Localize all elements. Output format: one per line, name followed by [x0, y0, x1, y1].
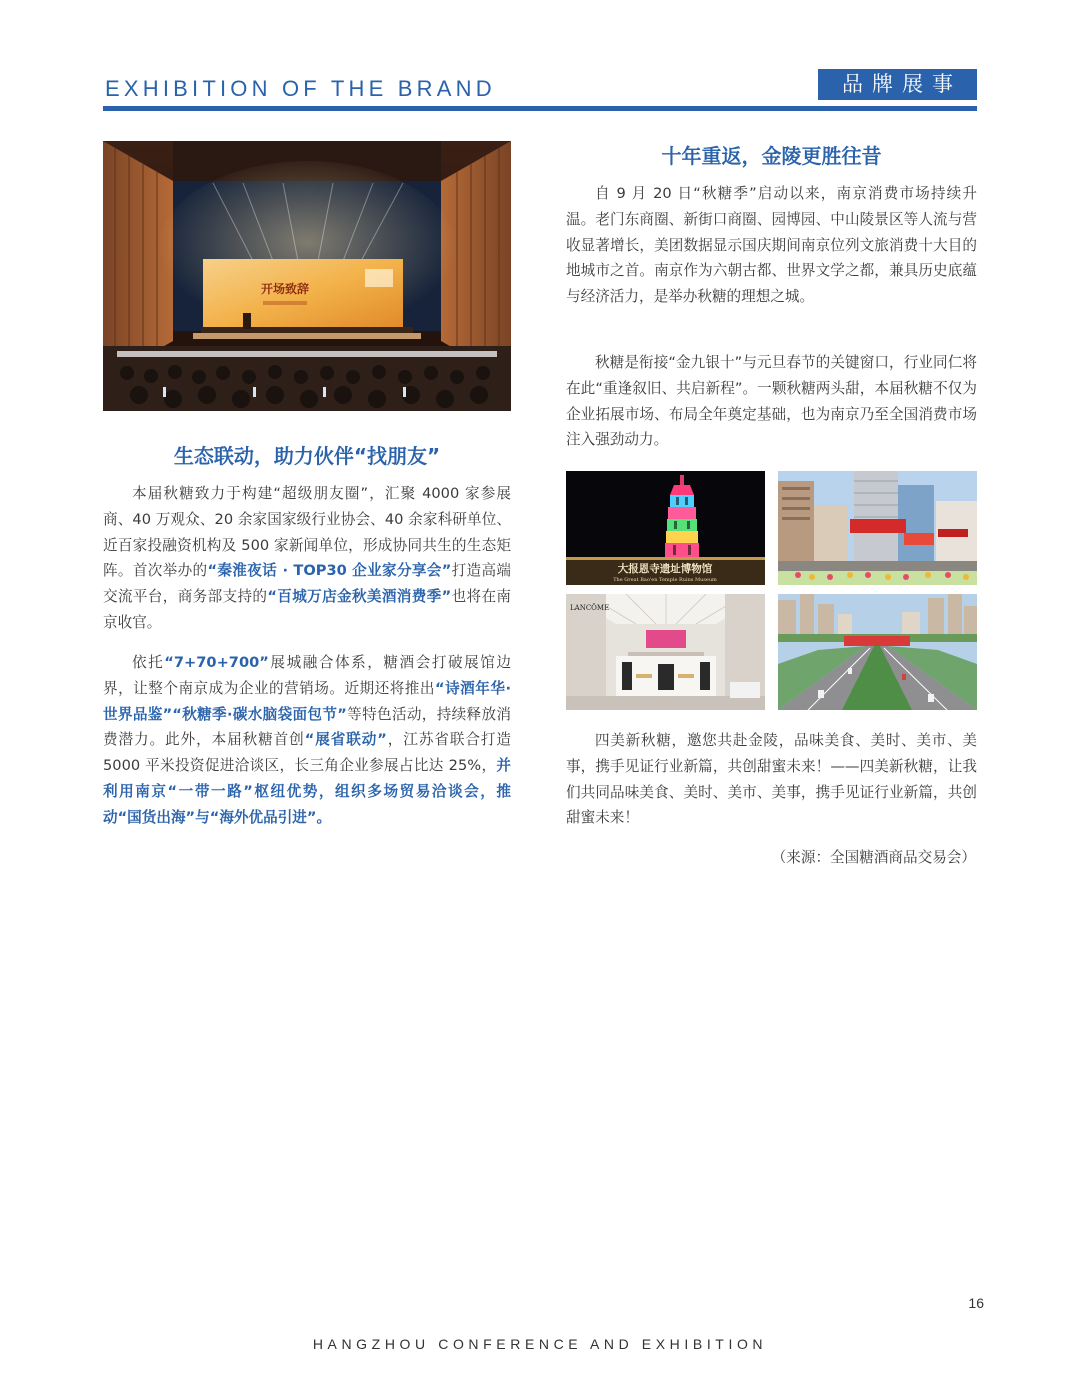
highlight-text: “7+70+700”: [164, 654, 269, 671]
right-paragraph-1: 自 9 月 20 日“秋糖季”启动以来，南京消费市场持续升温。老门东商圈、新街口商圈、园博园、中山陵景区等人流与营收显著增长，美团数据显示国庆期间南京位列文旅消费十大目的地城市之首。南京作为六朝古都、世界文学之都，兼具历史底蕴与经济活力，是举办秋糖的理想之城。: [566, 185, 977, 306]
body-text: 依托: [132, 654, 165, 671]
right-paragraph-2: 秋糖是衔接“金九银十”与元旦春节的关键窗口，行业同仁将在此“重逢叙旧、共启新程”。一颗秋糖两头甜，本届秋糖不仅为企业拓展市场、布局全年奠定基础，也为南京乃至全国消费市场注入强劲动力。: [566, 354, 977, 449]
tower-night-photo: [566, 471, 765, 585]
body-text: 等特色活动，持续释放消费潜力。此外，本届秋糖首创: [103, 705, 511, 749]
screen-text: 开场致辞: [260, 282, 310, 296]
source-note: （来源：全国糖酒商品交易会）: [771, 849, 976, 866]
body-text: 本届秋糖致力于构建“超级朋友圈”，汇聚 4000 家参展商、40 万观众、20 余家国家级行业协会、40 余家科研单位、近百家投融资机构及 500 家新闻单位，形成协同共生的生态矩阵。首次举办的: [103, 485, 511, 580]
body-text: ，江苏省联合打造 5000 平米投资促进洽谈区，长三角企业参展占比达 25%，: [103, 731, 511, 775]
left-paragraph-2: [103, 650, 511, 831]
tower-sign-text: 大报恩寺遗址博物馆: [617, 563, 713, 575]
highlight-text: “百城万店金秋美酒消费季”: [267, 588, 452, 606]
tower-sign-text-en: The Great Bao'en Temple Ruins Museum: [613, 577, 717, 583]
footer-publication: HANGZHOU CONFERENCE AND EXHIBITION: [312, 1336, 768, 1352]
left-paragraph-1: [103, 481, 511, 636]
conference-hall-photo: [103, 141, 511, 411]
body-text: 也将在南京收官。: [103, 588, 511, 631]
body-text: 打造高端交流平台，商务部支持的: [103, 562, 511, 606]
mall-logo-text: LANCÔME: [570, 604, 610, 612]
highlight-text: 并利用南京“一带一路”枢纽优势，组织多场贸易洽谈会，推动“国货出海”与“海外优品引进”。: [103, 757, 511, 826]
shopping-district-photo: [778, 471, 977, 585]
mall-interior-photo: [566, 594, 765, 710]
highlight-text: “展省联动”: [304, 731, 387, 749]
header-title-en: EXHIBITION OF THE BRAND: [105, 76, 496, 101]
header-rule: [103, 106, 977, 111]
page-number: 16: [968, 1295, 984, 1311]
highlight-text: “秦淮夜话 · TOP30 企业家分享会”: [207, 562, 452, 580]
right-paragraph-3: 四美新秋糖，邀您共赴金陵，品味美食、美时、美市、美事，携手见证行业新篇，共创甜蜜未来！——四美新秋糖，让我们共同品味美食、美时、美市、美事，携手见证行业新篇，共创甜蜜未来！: [566, 732, 977, 827]
highlight-text: “诗酒年华·世界品鉴”“秋糖季·碳水脑袋面包节”: [103, 679, 511, 723]
header-title-cn: 品牌展事: [818, 69, 977, 100]
section-heading-right: 十年重返，金陵更胜往昔: [661, 144, 882, 168]
body-text: 展城融合体系，糖酒会打破展馆边界，让整个南京成为企业的营销场。近期还将推出: [103, 654, 511, 697]
section-heading-left: 生态联动，助力伙伴“找朋友”: [173, 444, 441, 468]
city-boulevard-photo: [778, 594, 977, 710]
